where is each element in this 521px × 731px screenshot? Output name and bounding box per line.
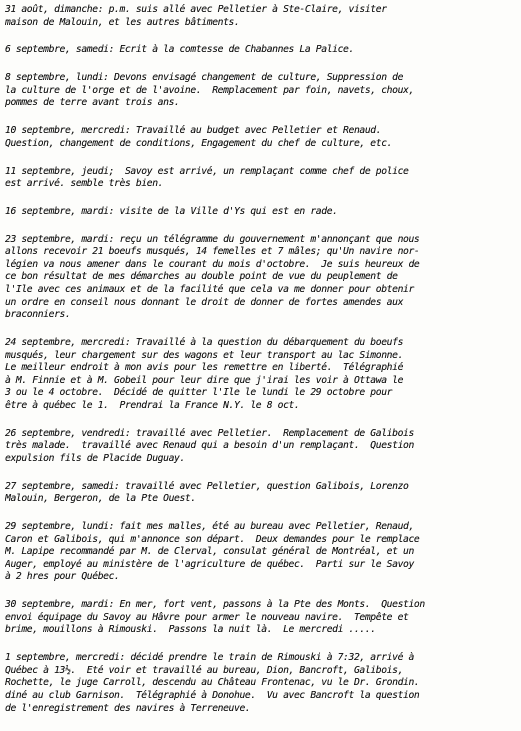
text-line: 24 septembre, mercredi: Travaillé à la question du débarquement du boeufs xyxy=(5,337,404,348)
diary-entry-sep-30 xyxy=(5,599,515,637)
text-line: Malouin, Bergeron, de la Pte Ouest. xyxy=(5,493,196,505)
text-line: 26 septembre, vendredi: travaillé avec Pelletier. Remplacement de Galibois xyxy=(5,427,414,439)
text-line: 27 septembre, samedi: travaillé avec Pelletier, question Galibois, Lorenzo xyxy=(5,480,409,492)
text-line: ce bon résultat de mes démarches au double point de vue du peuplement de xyxy=(5,271,398,283)
diary-entry-aug-31 xyxy=(5,4,515,29)
text-line: 8 septembre, lundi: Devons envisagé changement de culture, Suppression de xyxy=(5,72,404,84)
diary-entry-sep-16 xyxy=(5,206,515,219)
diary-entry-sep-23 xyxy=(5,234,515,322)
diary-entry-sep-11 xyxy=(5,166,515,191)
text-line: 1 septembre, mercredi: décidé prendre le train de Rimouski à 7:32, arrivé à xyxy=(5,652,414,664)
text-line: à M. Finnie et à M. Gobeil pour leur dire que j'irai les voir à Ottawa le xyxy=(5,374,404,386)
text-line: est arrivé. semble très bien. xyxy=(5,178,164,190)
diary-entry-sep-8 xyxy=(5,72,515,110)
text-line: brime, mouillons à Rimouski. Passons la nuit là. Le mercredi ..... xyxy=(5,624,376,636)
text-line: Le meilleur endroit à mon avis pour les remettre en liberté. Télégraphié xyxy=(5,362,404,374)
text-line: 6 septembre, samedi: Ecrit à la comtesse de Chabannes La Palice. xyxy=(5,44,354,56)
diary-entry-sep-24 xyxy=(5,337,515,413)
text-line: la culture de l'orge et de l'avoine. Remplacement par foin, navets, choux, xyxy=(5,84,414,96)
text-line: 11 septembre, jeudi; Savoy est arrivé, un remplaçant comme chef de police xyxy=(5,165,409,177)
text-line: Rochette, le juge Carroll, descendu au Château Frontenac, vu le Dr. Grondin. xyxy=(5,677,420,689)
text-line: 3 ou le 4 octobre. Décidé de quitter l'Ile le lundi le 29 octobre pour xyxy=(5,387,393,399)
text-line: Caron et Galibois, qui m'annonce son départ. Deux demandes pour le remplace xyxy=(5,533,420,545)
text-line: de l'enregistrement des navires à Terreneuve. xyxy=(5,702,251,714)
diary-entry-sep-1 xyxy=(5,652,515,715)
text-line: 29 septembre, lundi: fait mes malles, été au bureau avec Pelletier, Renaud, xyxy=(5,521,414,533)
text-line: 23 septembre, mardi: reçu un télégramme du gouvernement m'annonçant que nous xyxy=(5,233,420,245)
text-line: légien va nous amener dans le courant du mois d'octobre. Je suis heureux de xyxy=(5,258,420,270)
text-line: 31 août, dimanche: p.m. suis allé avec Pelletier à Ste-Claire, visiter xyxy=(5,4,387,15)
text-line: Question, changement de conditions, Engagement du chef de culture, etc. xyxy=(5,137,393,149)
text-line: Auger, employé au ministère de l'agriculture de québec. Parti sur le Savoy xyxy=(5,558,414,570)
text-line: un ordre en conseil nous donnant le droit de donner de fortes amendes aux xyxy=(5,296,404,308)
text-line: 30 septembre, mardi: En mer, fort vent, passons à la Pte des Monts. Question xyxy=(5,599,425,611)
text-line: braconniers. xyxy=(5,309,71,321)
text-line: l'Ile avec ces animaux et de la facilité que cela va me donner pour obtenir xyxy=(5,284,414,296)
text-line: à 2 hres pour Québec. xyxy=(5,571,120,583)
text-line: envoi équipage du Savoy au Hâvre pour armer le nouveau navire. Tempête et xyxy=(5,611,409,623)
text-line: musqués, leur chargement sur des wagons et leur transport au lac Simonne. xyxy=(5,349,404,361)
text-line: expulsion fils de Placide Duguay. xyxy=(5,452,185,464)
text-line: M. Lapipe recommandé par M. de Clerval, consulat général de Montréal, et un xyxy=(5,546,414,558)
text-line: pommes de terre avant trois ans. xyxy=(5,97,180,109)
text-line: allons recevoir 21 boeufs musqués, 14 femelles et 7 mâles; qu'Un navire nor- xyxy=(5,246,420,258)
text-line: être à québec le 1. Prendrai la France N.Y. le 8 oct. xyxy=(5,399,300,411)
text-line: 10 septembre, mercredi: Travaillé au budget avec Pelletier et Renaud. xyxy=(5,125,382,137)
diary-entry-sep-29 xyxy=(5,521,515,584)
text-line: Québec à 13½. Eté voir et travaillé au bureau, Dion, Bancroft, Galibois, xyxy=(5,664,404,676)
text-line: diné au club Garnison. Télégraphié à Donohue. Vu avec Bancroft la question xyxy=(5,690,420,701)
diary-entry-sep-6 xyxy=(5,44,515,57)
text-line: maison de Malouin, et les autres bâtiments. xyxy=(5,16,240,28)
diary-entry-sep-26 xyxy=(5,428,515,466)
text-line: 16 septembre, mardi: visite de la Ville d'Ys qui est en rade. xyxy=(5,205,338,217)
diary-entry-sep-10 xyxy=(5,125,515,150)
text-line: très malade. travaillé avec Renaud qui a besoin d'un remplaçant. Question xyxy=(5,440,414,452)
diary-entry-sep-27 xyxy=(5,481,515,506)
